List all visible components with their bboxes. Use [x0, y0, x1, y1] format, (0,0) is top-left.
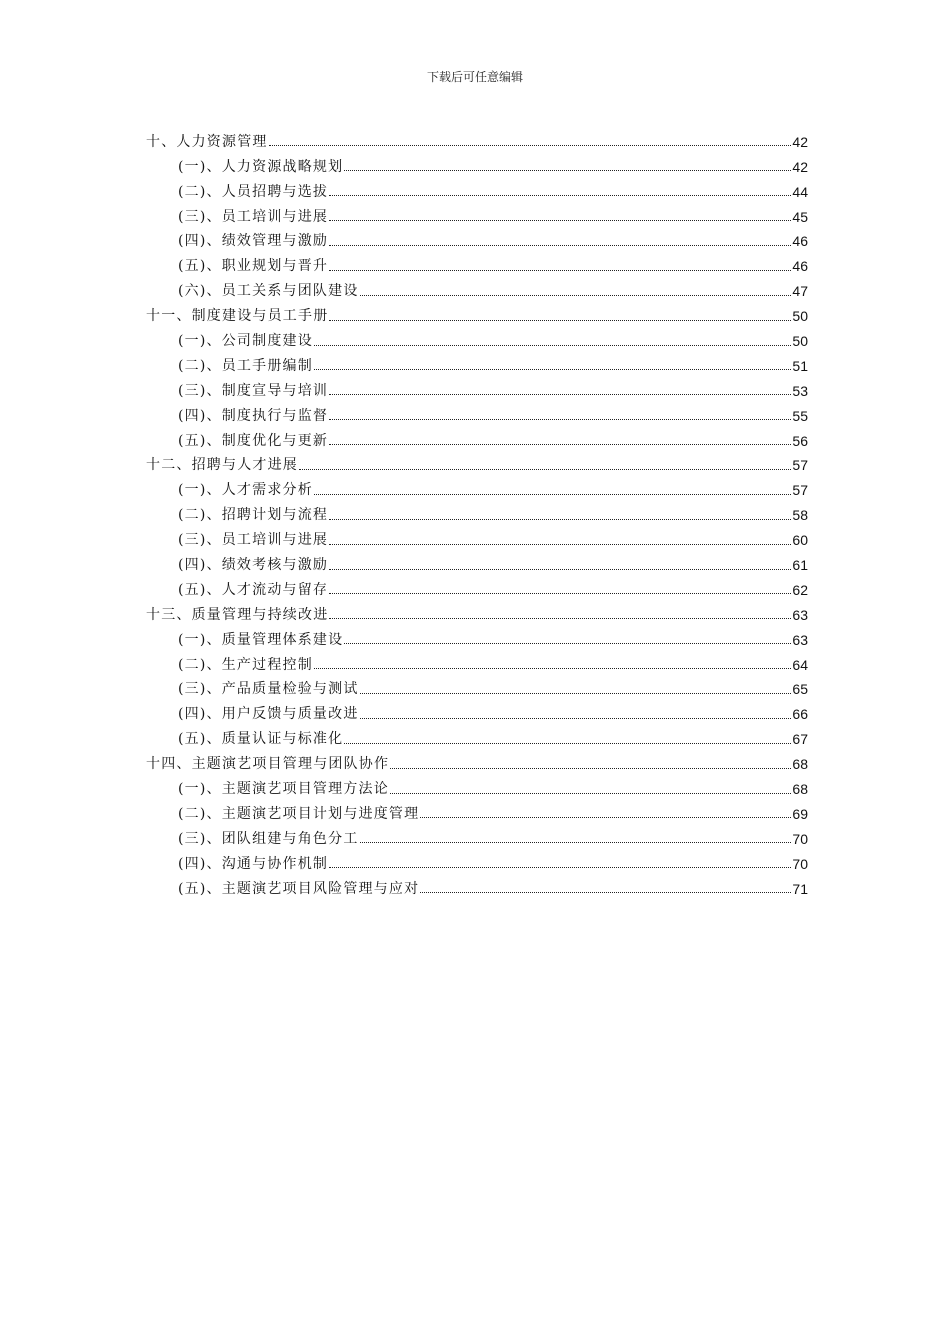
toc-page-number: 42	[792, 133, 808, 150]
toc-dot-leader	[344, 639, 791, 644]
toc-page-number: 46	[792, 258, 808, 275]
toc-dot-leader	[269, 141, 792, 146]
toc-entry-title: (五)、职业规划与晋升	[178, 258, 329, 275]
toc-section-entry[interactable]	[146, 549, 808, 574]
toc-dot-leader	[329, 515, 791, 520]
toc-section-entry[interactable]	[146, 275, 808, 300]
toc-entry-title: (三)、员工培训与进展	[178, 532, 329, 549]
toc-dot-leader	[299, 465, 791, 470]
toc-section-entry[interactable]	[146, 350, 808, 375]
toc-dot-leader	[314, 664, 791, 669]
toc-section-entry[interactable]	[146, 674, 808, 699]
toc-section-entry[interactable]	[146, 499, 808, 524]
toc-page-number: 53	[792, 382, 808, 399]
toc-page-number: 62	[792, 581, 808, 598]
toc-dot-leader	[360, 689, 792, 694]
toc-dot-leader	[329, 216, 791, 221]
toc-entry-title: (六)、员工关系与团队建设	[178, 283, 359, 300]
toc-section-entry[interactable]	[146, 425, 808, 450]
toc-page-number: 68	[792, 781, 808, 798]
toc-page-number: 58	[792, 507, 808, 524]
toc-page-number: 63	[792, 631, 808, 648]
toc-section-entry[interactable]	[146, 524, 808, 549]
toc-chapter-entry[interactable]	[146, 300, 808, 325]
toc-page-number: 50	[792, 333, 808, 350]
toc-dot-leader	[360, 838, 792, 843]
toc-page-number: 66	[792, 706, 808, 723]
toc-dot-leader	[329, 266, 791, 271]
toc-entry-title: (一)、主题演艺项目管理方法论	[178, 781, 389, 798]
toc-section-entry[interactable]	[146, 773, 808, 798]
toc-page-number: 67	[792, 731, 808, 748]
toc-dot-leader	[344, 166, 791, 171]
toc-dot-leader	[329, 191, 791, 196]
toc-entry-title: (四)、用户反馈与质量改进	[178, 706, 359, 723]
toc-entry-title: (四)、制度执行与监督	[178, 407, 329, 424]
toc-page-number: 65	[792, 681, 808, 698]
toc-dot-leader	[360, 291, 792, 296]
toc-page-number: 68	[792, 756, 808, 773]
toc-chapter-entry[interactable]	[146, 450, 808, 475]
toc-dot-leader	[420, 813, 791, 818]
page-header: 下载后可任意编辑	[426, 70, 523, 84]
toc-dot-leader	[329, 390, 791, 395]
toc-section-entry[interactable]	[146, 823, 808, 848]
toc-entry-title: (四)、绩效考核与激励	[178, 557, 329, 574]
toc-page-number: 64	[792, 656, 808, 673]
toc-dot-leader	[329, 415, 791, 420]
toc-dot-leader	[390, 789, 791, 794]
toc-section-entry[interactable]	[146, 176, 808, 201]
toc-page-number: 45	[792, 208, 808, 225]
toc-page-number: 57	[792, 482, 808, 499]
toc-entry-title: 十四、主题演艺项目管理与团队协作	[146, 756, 390, 773]
toc-chapter-entry[interactable]	[146, 126, 808, 151]
toc-dot-leader	[390, 764, 791, 769]
toc-entry-title: (一)、人力资源战略规划	[178, 158, 344, 175]
toc-entry-title: 十二、招聘与人才进展	[146, 457, 298, 474]
toc-entry-title: (一)、质量管理体系建设	[178, 631, 344, 648]
toc-entry-title: (四)、绩效管理与激励	[178, 233, 329, 250]
toc-page-number: 70	[792, 855, 808, 872]
toc-section-entry[interactable]	[146, 400, 808, 425]
toc-entry-title: (三)、产品质量检验与测试	[178, 681, 359, 698]
toc-section-entry[interactable]	[146, 226, 808, 251]
toc-page-number: 46	[792, 233, 808, 250]
toc-entry-title: (一)、人才需求分析	[178, 482, 313, 499]
toc-dot-leader	[344, 739, 791, 744]
toc-page-number: 44	[792, 183, 808, 200]
toc-page-number: 70	[792, 830, 808, 847]
toc-page-number: 55	[792, 407, 808, 424]
toc-dot-leader	[329, 614, 791, 619]
toc-page-number: 51	[792, 357, 808, 374]
toc-chapter-entry[interactable]	[146, 748, 808, 773]
toc-entry-title: 十一、制度建设与员工手册	[146, 308, 329, 325]
toc-section-entry[interactable]	[146, 873, 808, 898]
toc-dot-leader	[329, 863, 791, 868]
toc-dot-leader	[329, 241, 791, 246]
toc-section-entry[interactable]	[146, 624, 808, 649]
toc-entry-title: (五)、人才流动与留存	[178, 581, 329, 598]
toc-entry-title: (四)、沟通与协作机制	[178, 855, 329, 872]
toc-entry-title: (五)、制度优化与更新	[178, 432, 329, 449]
toc-dot-leader	[329, 540, 791, 545]
toc-section-entry[interactable]	[146, 250, 808, 275]
table-of-contents	[146, 126, 808, 898]
toc-dot-leader	[314, 341, 791, 346]
toc-section-entry[interactable]	[146, 375, 808, 400]
toc-entry-title: (一)、公司制度建设	[178, 333, 313, 350]
toc-entry-title: (三)、制度宣导与培训	[178, 382, 329, 399]
toc-dot-leader	[314, 490, 791, 495]
toc-entry-title: (三)、团队组建与角色分工	[178, 830, 359, 847]
toc-dot-leader	[329, 316, 791, 321]
toc-entry-title: 十、人力资源管理	[146, 133, 268, 150]
toc-dot-leader	[329, 440, 791, 445]
toc-page-number: 61	[792, 557, 808, 574]
toc-dot-leader	[314, 365, 791, 370]
toc-section-entry[interactable]	[146, 649, 808, 674]
toc-entry-title: (二)、人员招聘与选拔	[178, 183, 329, 200]
toc-page-number: 50	[792, 308, 808, 325]
toc-page-number: 69	[792, 805, 808, 822]
toc-section-entry[interactable]	[146, 848, 808, 873]
toc-section-entry[interactable]	[146, 325, 808, 350]
toc-dot-leader	[329, 589, 791, 594]
toc-entry-title: (二)、生产过程控制	[178, 656, 313, 673]
toc-dot-leader	[420, 888, 791, 893]
toc-section-entry[interactable]	[146, 574, 808, 599]
toc-page-number: 71	[792, 880, 808, 897]
toc-section-entry[interactable]	[146, 698, 808, 723]
toc-entry-title: (二)、员工手册编制	[178, 357, 313, 374]
toc-entry-title: (二)、主题演艺项目计划与进度管理	[178, 805, 420, 822]
toc-page-number: 57	[792, 457, 808, 474]
toc-entry-title: (三)、员工培训与进展	[178, 208, 329, 225]
toc-section-entry[interactable]	[146, 201, 808, 226]
toc-page-number: 63	[792, 606, 808, 623]
toc-chapter-entry[interactable]	[146, 599, 808, 624]
toc-section-entry[interactable]	[146, 474, 808, 499]
toc-entry-title: (五)、主题演艺项目风险管理与应对	[178, 880, 420, 897]
toc-entry-title: (五)、质量认证与标准化	[178, 731, 344, 748]
toc-page-number: 42	[792, 158, 808, 175]
toc-entry-title: (二)、招聘计划与流程	[178, 507, 329, 524]
toc-section-entry[interactable]	[146, 723, 808, 748]
toc-page-number: 60	[792, 532, 808, 549]
toc-entry-title: 十三、质量管理与持续改进	[146, 606, 329, 623]
toc-page-number: 47	[792, 283, 808, 300]
toc-section-entry[interactable]	[146, 151, 808, 176]
toc-section-entry[interactable]	[146, 798, 808, 823]
toc-page-number: 56	[792, 432, 808, 449]
toc-dot-leader	[329, 565, 791, 570]
toc-dot-leader	[360, 714, 792, 719]
